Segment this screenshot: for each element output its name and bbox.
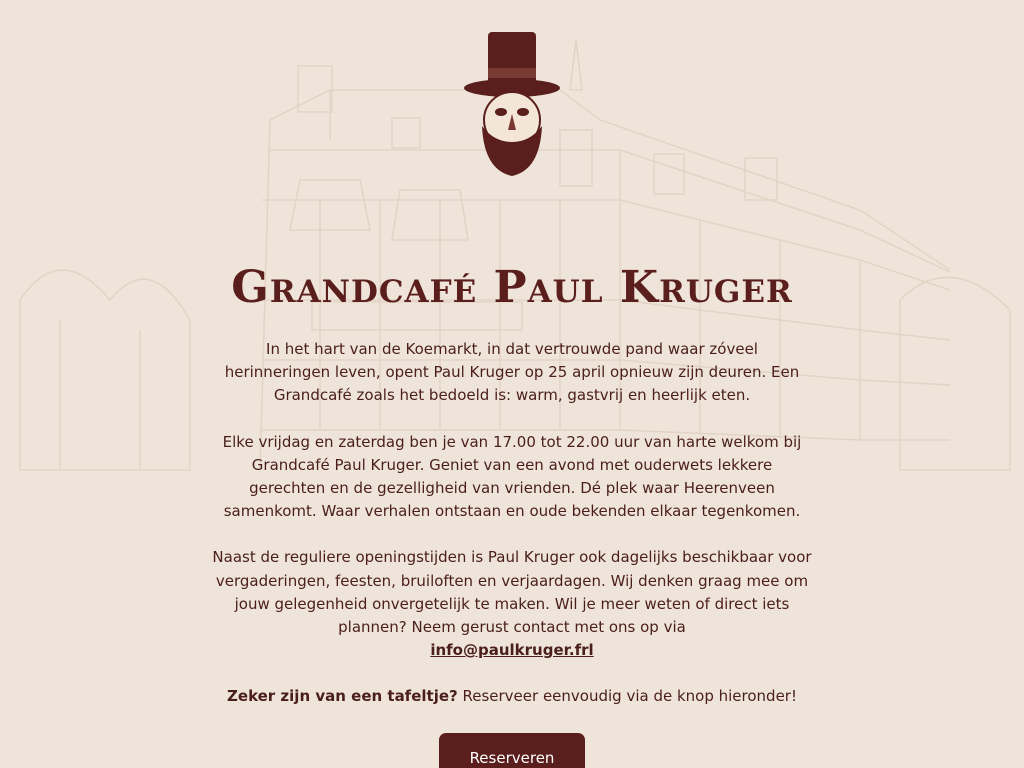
paragraph-events-text: Naast de reguliere openingstijden is Paul Kruger ook dagelijks beschikbaar voor vergaderingen, feesten, bruiloften en verjaardagen. Wij denken graag mee om jouw gelegenheid onvergetelijk te maken. Wil je meer weten of direct iets plannen? Neem gerust contact met ons op via [212,548,812,637]
reserve-question: Zeker zijn van een tafeltje? [227,687,458,706]
email-link[interactable]: info@paulkruger.frl [430,641,594,660]
reserve-button[interactable]: Reserveren [439,733,585,768]
top-hat-portrait-icon [462,30,562,180]
intro-text [212,338,812,732]
paragraph-events [212,546,812,662]
page-title: Grandcafé Paul Kruger [231,262,793,313]
paragraph-opening: In het hart van de Koemarkt, in dat vertrouwde pand waar zóveel herinneringen leven, opent Paul Kruger op 25 april opnieuw zijn deuren. Een Grandcafé zoals het bedoeld is: warm, gastvrij en heerlijk eten. [224,340,800,405]
paragraph-opening-hours: Elke vrijdag en zaterdag ben je van 17.00 tot 22.00 uur van harte welkom bij Grandcafé Paul Kruger. Geniet van een avond met ouderwets lekkere gerechten en de gezelligheid van vrienden. Dé plek waar Heerenveen samenkomt. Waar verhalen ontstaan en oude bekenden elkaar tegenkomen. [222,432,802,521]
reserve-hint: Reserveer eenvoudig via de knop hieronder! [457,687,797,706]
paragraph-reserve [212,685,812,708]
